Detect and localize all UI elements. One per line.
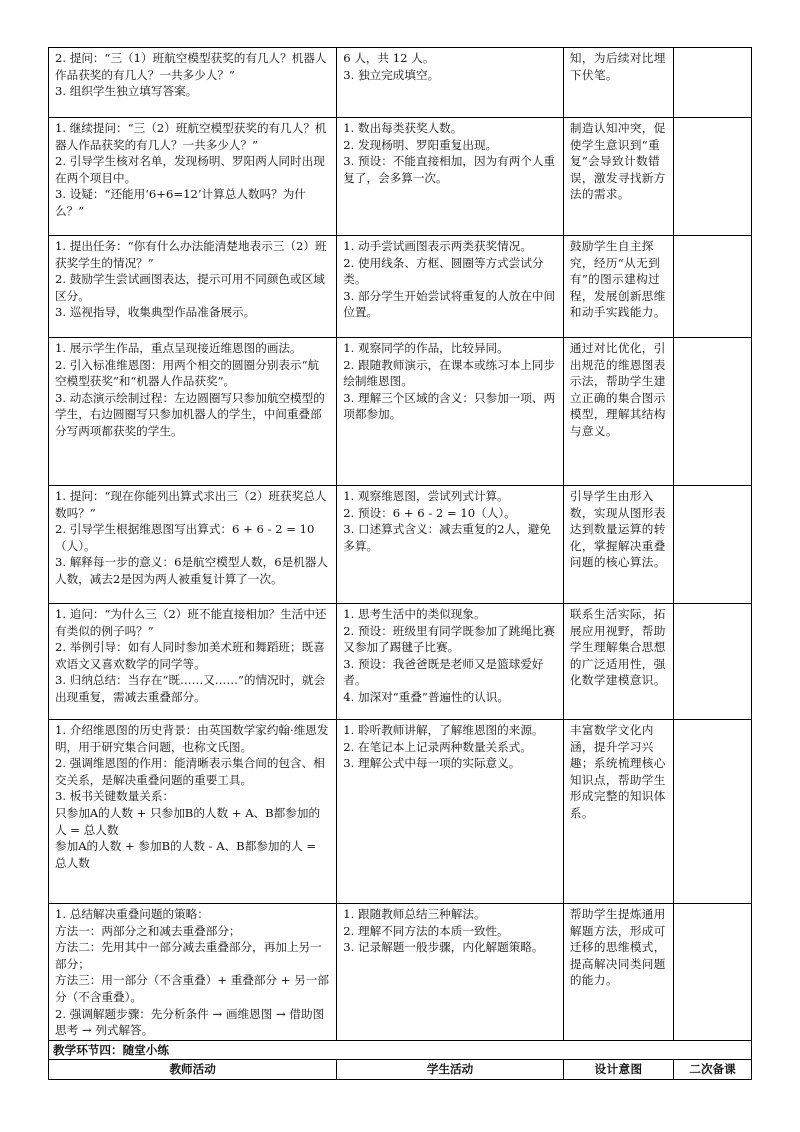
- student-line: 3. 记录解题一般步骤，内化解题策略。: [343, 940, 544, 955]
- teacher-line: 1. 介绍维恩图的历史背景：由英国数学家约翰·维恩发明，用于研究集合问题，也称文氏图。: [55, 723, 329, 754]
- teacher-line: 3. 板书关键数量关系：: [55, 789, 175, 804]
- student-activity-cell: [337, 118, 564, 236]
- second-preparation-cell: [674, 720, 752, 904]
- design-intent-cell: [563, 118, 673, 236]
- student-line: 2. 使用线条、方框、圆圈等方式尝试分类。: [343, 255, 544, 287]
- section-title: 教学环节四：随堂小练: [49, 1040, 752, 1060]
- second-preparation-cell: [674, 604, 752, 720]
- student-activity-cell: [337, 720, 564, 904]
- student-line: 1. 数出每类获奖人数。: [343, 121, 463, 135]
- teacher-line: 2. 引导学生根据维恩图写出算式：6 + 6 - 2 = 10（人）。: [55, 522, 315, 553]
- second-preparation-cell: [674, 48, 752, 118]
- second-preparation-cell: [674, 904, 752, 1041]
- student-line: 1. 动手尝试画图表示两类获奖情况。: [343, 239, 532, 253]
- teacher-line: 3. 巡视指导，收集典型作品准备展示。: [55, 305, 256, 320]
- column-header-intent: 设计意图: [563, 1060, 673, 1080]
- teacher-line: 3. 设疑：“还能用‘6+6=12’计算总人数吗？为什么？”: [55, 187, 306, 218]
- teacher-activity-cell: [49, 338, 337, 486]
- student-line: 2. 预设：班级里有同学既参加了跳绳比赛又参加了踢毽子比赛。: [343, 623, 556, 655]
- teacher-line: 2. 引入标准维恩图：用两个相交的圆圈分别表示“航空模型获奖”和“机器人作品获奖”。: [55, 357, 320, 389]
- second-preparation-cell: [674, 118, 752, 236]
- lesson-table-body: [49, 48, 752, 1080]
- student-line: 3. 预设：我爸爸既是老师又是篮球爱好者。: [343, 656, 544, 688]
- teacher-line: 方法二：先用其中一部分减去重叠部分，再加上另一部分；: [55, 940, 322, 971]
- second-preparation-cell: [674, 338, 752, 486]
- table-row: [49, 236, 752, 338]
- student-line: 3. 独立完成填空。: [343, 67, 440, 82]
- teacher-line: 2. 鼓励学生尝试画图表达，提示可用不同颜色或区域区分。: [55, 272, 325, 303]
- column-header-teacher: 教师活动: [49, 1060, 337, 1080]
- intent-line: 丰富数学文化内涵，提升学习兴趣；系统梳理核心知识点，帮助学生形成完整的知识体系。: [569, 723, 666, 820]
- design-intent-cell: [563, 338, 673, 486]
- table-row: [49, 720, 752, 904]
- teacher-line: 2. 强调维恩图的作用：能清晰表示集合间的包含、相交关系，是解决重叠问题的重要工具。: [55, 756, 325, 787]
- student-line: 6 人，共 12 人。: [343, 51, 435, 65]
- student-line: 2. 在笔记本上记录两种数量关系式。: [343, 739, 532, 754]
- table-row: [49, 338, 752, 486]
- table-row: [49, 904, 752, 1041]
- header-row: [49, 1060, 752, 1080]
- teacher-line: 1. 提问：“现在你能列出算式求出三（2）班获奖总人数吗？”: [55, 489, 327, 520]
- teacher-line: 方法三：用一部分（不含重叠）+ 重叠部分 + 另一部分（不含重叠）。: [55, 973, 329, 1004]
- teacher-line: 1. 提出任务：“你有什么办法能清楚地表示三（2）班获奖学生的情况？”: [55, 239, 327, 270]
- design-intent-cell: [563, 486, 673, 604]
- teacher-line: 3. 归纳总结：当存在“既……又……”的情况时，就会出现重复，需减去重叠部分。: [55, 673, 326, 704]
- student-line: 1. 聆听教师讲解，了解维恩图的来源。: [343, 723, 544, 737]
- intent-line: 联系生活实际，拓展应用视野，帮助学生理解集合思想的广泛适用性，强化数学建模意识。: [569, 607, 666, 688]
- design-intent-cell: [563, 720, 673, 904]
- student-line: 3. 理解公式中每一项的实际意义。: [343, 756, 521, 771]
- intent-line: 知，为后续对比埋下伏笔。: [569, 51, 666, 82]
- column-header-student: 学生活动: [337, 1060, 564, 1080]
- teacher-line: 1. 总结解决重叠问题的策略：: [55, 907, 209, 921]
- student-activity-cell: [337, 236, 564, 338]
- table-row: [49, 486, 752, 604]
- student-activity-cell: [337, 604, 564, 720]
- design-intent-cell: [563, 48, 673, 118]
- student-line: 1. 跟随教师总结三种解法。: [343, 907, 486, 921]
- intent-line: 通过对比优化，引出规范的维恩图表示法，帮助学生建立正确的集合图示模型，理解其结构与意义。: [569, 341, 666, 438]
- teacher-activity-cell: [49, 604, 337, 720]
- teacher-activity-cell: [49, 720, 337, 904]
- second-preparation-cell: [674, 236, 752, 338]
- student-activity-cell: [337, 48, 564, 118]
- student-line: 1. 观察维恩图，尝试列式计算。: [343, 489, 509, 503]
- intent-line: 帮助学生提炼通用解题方法，形成可迁移的思维模式，提高解决同类问题的能力。: [569, 907, 666, 988]
- teacher-line: 2. 提问：“三（1）班航空模型获奖的有几人？机器人作品获奖的有几人？一共多少人？”: [55, 51, 327, 82]
- student-line: 3. 口述算式含义：减去重复的2人，避免多算。: [343, 522, 551, 553]
- student-activity-cell: [337, 486, 564, 604]
- lesson-plan-table: [48, 47, 752, 1080]
- table-row: [49, 118, 752, 236]
- second-preparation-cell: [674, 486, 752, 604]
- intent-line: 鼓励学生自主探究，经历“从无到有”的图示建构过程，发展创新思维和动手实践能力。: [569, 239, 666, 320]
- teacher-activity-cell: [49, 236, 337, 338]
- student-line: 2. 跟随教师演示，在课本或练习本上同步绘制维恩图。: [343, 357, 556, 389]
- teacher-line: 1. 追问：“为什么三（2）班不能直接相加？生活中还有类似的例子吗？”: [55, 607, 327, 638]
- student-line: 2. 预设：6 + 6 - 2 = 10（人）。: [343, 505, 516, 520]
- student-line: 3. 预设：不能直接相加，因为有两个人重复了，会多算一次。: [343, 154, 556, 185]
- teacher-activity-cell: [49, 48, 337, 118]
- student-line: 3. 理解三个区域的含义：只参加一项、两项都参加。: [343, 390, 556, 422]
- teacher-activity-cell: [49, 118, 337, 236]
- teacher-line: 3. 动态演示绘制过程：左边圆圈写只参加航空模型的学生，右边圆圈写只参加机器人的学生，中间重叠部分写两项都获奖的学生。: [55, 390, 325, 438]
- student-line: 1. 观察同学的作品，比较异同。: [343, 341, 509, 355]
- teacher-line: 方法一：两部分之和减去重叠部分；: [55, 923, 241, 938]
- teacher-line: 2. 引导学生核对名单，发现杨明、罗阳两人同时出现在两个项目中。: [55, 154, 325, 185]
- section-row: [49, 1040, 752, 1060]
- design-intent-cell: [563, 904, 673, 1041]
- teacher-line: 3. 组织学生独立填写答案。: [55, 84, 198, 99]
- student-line: 3. 部分学生开始尝试将重复的人放在中间位置。: [343, 288, 556, 320]
- teacher-line: 2. 强调解题步骤：先分析条件 → 画维恩图 → 借助图思考 → 列式解答。: [55, 1006, 325, 1038]
- student-activity-cell: [337, 904, 564, 1041]
- teacher-line: 2. 举例引导：如有人同时参加美术班和舞蹈班；既喜欢语文又喜欢数学的同学等。: [55, 640, 325, 671]
- teacher-line: 3. 解释每一步的意义：6是航空模型人数，6是机器人人数，减去2是因为两人被重复计算了一次。: [55, 555, 328, 586]
- column-header-second: 二次备课: [674, 1060, 752, 1080]
- student-line: 1. 思考生活中的类似现象。: [343, 607, 486, 621]
- student-line: 4. 加深对“重叠”普遍性的认识。: [343, 689, 509, 704]
- table-row: [49, 48, 752, 118]
- design-intent-cell: [563, 604, 673, 720]
- intent-line: 引导学生由形入数，实现从图形表达到数量运算的转化，掌握解决重叠问题的核心算法。: [569, 489, 666, 570]
- intent-line: 制造认知冲突，促使学生意识到“重复”会导致计数错误，激发寻找新方法的需求。: [569, 121, 666, 202]
- design-intent-cell: [563, 236, 673, 338]
- student-line: 2. 发现杨明、罗阳重复出现。: [343, 137, 498, 152]
- student-activity-cell: [337, 338, 564, 486]
- teacher-line: 只参加A的人数 + 只参加B的人数 + A、B都参加的人 = 总人数: [55, 805, 321, 837]
- teacher-line: 参加A的人数 + 参加B的人数 - A、B都参加的人 = 总人数: [55, 839, 320, 870]
- teacher-line: 1. 继续提问：“三（2）班航空模型获奖的有几人？机器人作品获奖的有几人？一共多少人？”: [55, 121, 327, 152]
- teacher-activity-cell: [49, 486, 337, 604]
- teacher-activity-cell: [49, 904, 337, 1041]
- teacher-line: 1. 展示学生作品，重点呈现接近维恩图的画法。: [55, 341, 302, 355]
- table-row: [49, 604, 752, 720]
- student-line: 2. 理解不同方法的本质一致性。: [343, 923, 509, 938]
